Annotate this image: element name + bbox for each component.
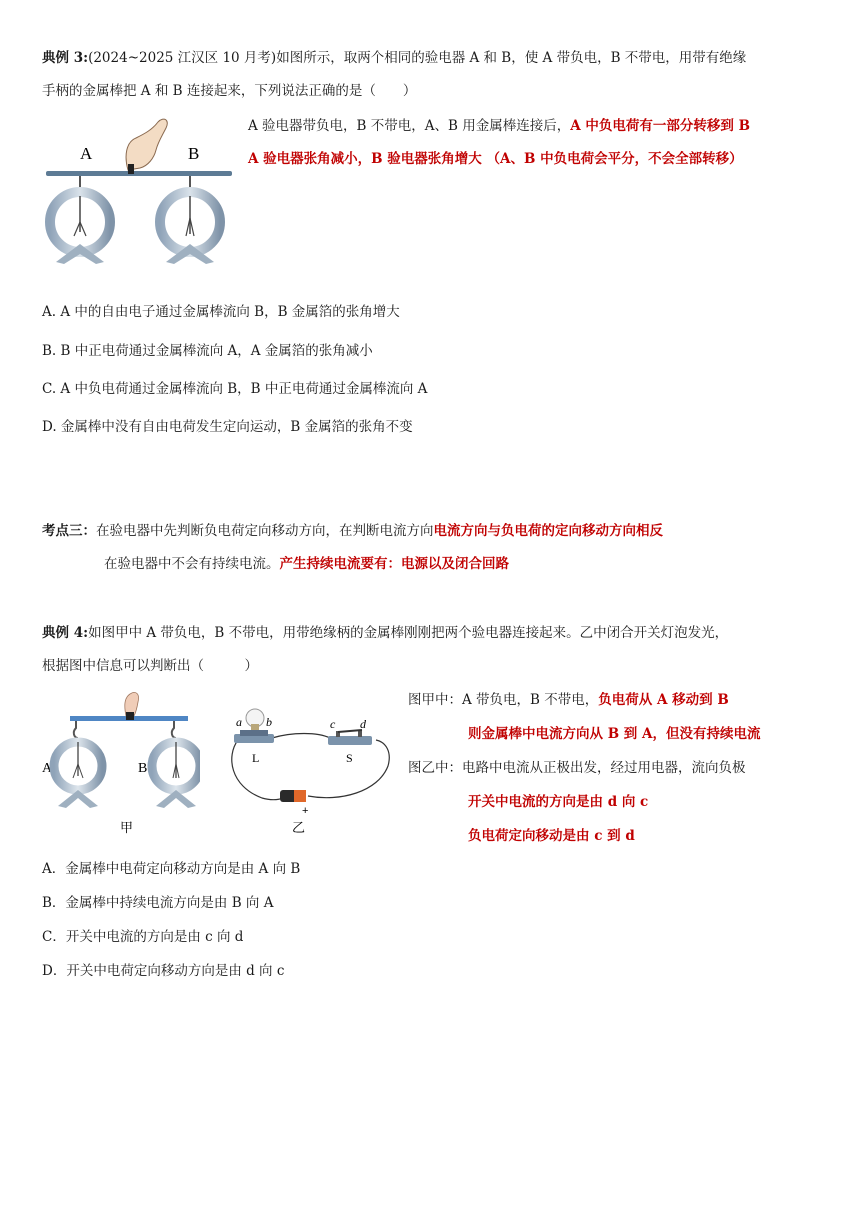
battery-icon <box>280 790 306 802</box>
example4-note-line2: 则金属棒中电流方向从 B 到 A，但没有持续电流 <box>468 726 761 742</box>
example3-stem-line1 <box>42 48 746 68</box>
circuit-wire-top <box>272 734 330 739</box>
point3-line1-highlight: 电流方向与负电荷的定向移动方向相反 <box>433 523 663 539</box>
battery-plus-label: + <box>302 805 309 817</box>
electroscope-figure-jia <box>40 686 200 838</box>
electroscope-b <box>152 721 200 808</box>
electroscope-a <box>54 721 102 808</box>
example3-label: 典例 3: <box>42 50 89 66</box>
point3-line1-text: 在验电器中先判断负电荷定向移动方向，在判断电流方向 <box>96 523 434 539</box>
example3-note-line1 <box>248 116 750 136</box>
terminal-c-label: c <box>330 717 336 731</box>
example4-note1-highlight: 负电荷从 A 移动到 B <box>598 692 729 708</box>
figure-yi-caption: 乙 <box>292 820 306 835</box>
example4-stem-line1 <box>42 623 728 643</box>
example3-option-d: D. 金属棒中没有自由电荷发生定向运动，B 金属箔的张角不变 <box>42 419 413 435</box>
example3-option-a: A. A 中的自由电子通过金属棒流向 B，B 金属箔的张角增大 <box>42 304 400 320</box>
figure-jia-caption: 甲 <box>120 820 134 835</box>
example4-option-b: B．金属棒中持续电流方向是由 B 向 A <box>42 895 274 911</box>
terminal-b-label: b <box>266 715 272 729</box>
example3-note1-highlight: A 中负电荷有一部分转移到 B <box>570 118 751 134</box>
point3-line2 <box>104 554 509 574</box>
example4-stem-text: 如图甲中 A 带负电，B 不带电，用带绝缘柄的金属棒刚刚把两个验电器连接起来。乙中闭合开关灯泡发光， <box>88 625 729 641</box>
electroscope-b-label: B <box>138 761 148 776</box>
example4-note-line3: 图乙中：电路中电流从正极出发，经过用电器，流向负极 <box>408 760 746 776</box>
example4-note-line4: 开关中电流的方向是由 d 向 c <box>468 794 649 810</box>
example3-option-c: C. A 中负电荷通过金属棒流向 B，B 中正电荷通过金属棒流向 A <box>42 381 428 397</box>
example4-note-line5: 负电荷定向移动是由 c 到 d <box>468 828 635 844</box>
circuit-figure-yi <box>222 706 402 838</box>
electroscope-a <box>50 176 110 264</box>
example3-note1-text: A 验电器带负电，B 不带电，A、B 用金属棒连接后， <box>248 118 571 134</box>
point3-line2-text: 在验电器中不会有持续电流。 <box>104 556 280 572</box>
electroscope-b-label: B <box>188 144 200 163</box>
electroscope-a-label: A <box>42 761 53 776</box>
electroscope-b <box>160 176 220 264</box>
circuit-wire-right <box>308 740 389 798</box>
example4-stem-line2: 根据图中信息可以判断出（ ） <box>42 658 258 674</box>
bulb-label: L <box>252 751 260 765</box>
example4-option-a: A．金属棒中电荷定向移动方向是由 A 向 B <box>42 861 301 877</box>
example4-note-line1 <box>408 690 729 710</box>
switch-label: S <box>346 751 353 765</box>
example3-stem-text: (2024~2025 江汉区 10 月考)如图所示，取两个相同的验电器 A 和 B，使 A 带负电，B 不带电，用带有绝缘 <box>88 50 747 66</box>
hand-icon <box>125 692 139 720</box>
point3-line2-highlight: 产生持续电流要有：电源以及闭合回路 <box>279 556 509 572</box>
example3-stem-line2: 手柄的金属棒把 A 和 B 连接起来，下列说法正确的是（ ） <box>42 83 417 99</box>
example3-note-line2: A 验电器张角减小，B 验电器张角增大 （A、B 中负电荷会平分，不会全部转移） <box>248 151 743 167</box>
electroscope-figure-ex3 <box>40 112 240 272</box>
example4-note1-text: 图甲中：A 带负电，B 不带电， <box>408 692 599 708</box>
point3-line1 <box>42 521 663 541</box>
terminal-d-label: d <box>360 717 366 731</box>
electroscope-a-label: A <box>80 144 93 163</box>
metal-rod <box>46 171 232 176</box>
example4-option-c: C．开关中电流的方向是由 c 向 d <box>42 929 244 945</box>
circuit-wire-left <box>232 740 288 800</box>
terminal-a-label: a <box>236 715 242 729</box>
example4-label: 典例 4: <box>42 625 89 641</box>
example3-option-b: B. B 中正电荷通过金属棒流向 A，A 金属箔的张角减小 <box>42 343 373 359</box>
switch-icon <box>328 730 372 745</box>
example4-option-d: D．开关中电荷定向移动方向是由 d 向 c <box>42 963 285 979</box>
point3-label: 考点三： <box>42 523 96 539</box>
hand-icon <box>126 119 167 174</box>
